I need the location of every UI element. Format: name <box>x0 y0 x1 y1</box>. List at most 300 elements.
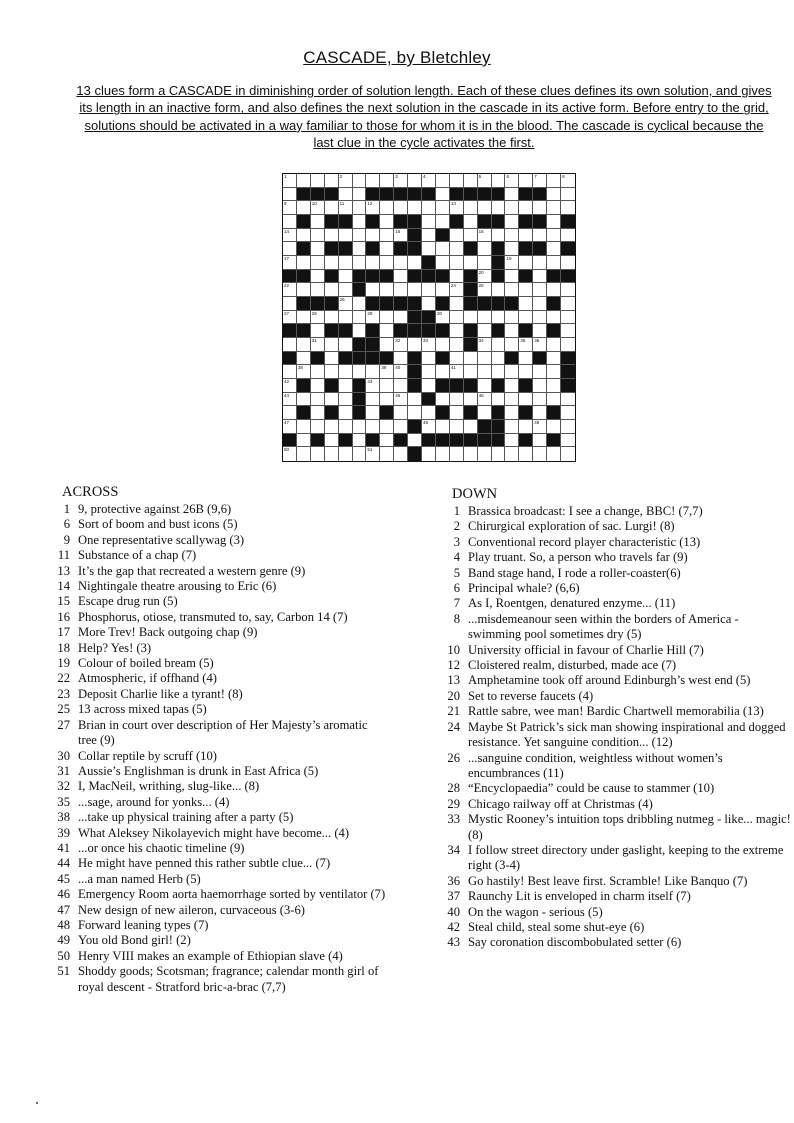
grid-cell[interactable] <box>408 393 422 407</box>
grid-cell[interactable] <box>366 201 380 215</box>
grid-cell[interactable] <box>297 174 311 188</box>
grid-cell[interactable] <box>547 352 561 366</box>
grid-cell[interactable] <box>533 229 547 243</box>
grid-cell[interactable] <box>339 406 353 420</box>
grid-cell[interactable] <box>464 393 478 407</box>
grid-cell[interactable] <box>464 365 478 379</box>
grid-cell[interactable] <box>561 324 575 338</box>
grid-cell[interactable] <box>353 297 367 311</box>
grid-cell[interactable] <box>478 242 492 256</box>
grid-cell[interactable] <box>464 229 478 243</box>
grid-cell[interactable] <box>436 188 450 202</box>
grid-cell[interactable] <box>325 420 339 434</box>
grid-cell[interactable] <box>492 338 506 352</box>
grid-cell[interactable] <box>380 420 394 434</box>
grid-cell[interactable] <box>450 297 464 311</box>
grid-cell[interactable] <box>339 270 353 284</box>
grid-cell[interactable] <box>283 283 297 297</box>
grid-cell[interactable] <box>533 256 547 270</box>
grid-cell[interactable] <box>422 406 436 420</box>
grid-cell[interactable] <box>561 297 575 311</box>
grid-cell[interactable] <box>353 434 367 448</box>
grid-cell[interactable] <box>464 201 478 215</box>
grid-cell[interactable] <box>547 447 561 461</box>
grid-cell[interactable] <box>450 352 464 366</box>
grid-cell[interactable] <box>478 311 492 325</box>
grid-cell[interactable] <box>436 215 450 229</box>
grid-cell[interactable] <box>547 311 561 325</box>
grid-cell[interactable] <box>366 365 380 379</box>
grid-cell[interactable] <box>408 434 422 448</box>
grid-cell[interactable] <box>478 393 492 407</box>
grid-cell[interactable] <box>353 447 367 461</box>
grid-cell[interactable] <box>366 229 380 243</box>
grid-cell[interactable] <box>297 256 311 270</box>
grid-cell[interactable] <box>519 283 533 297</box>
grid-cell[interactable] <box>380 242 394 256</box>
grid-cell[interactable] <box>436 283 450 297</box>
grid-cell[interactable] <box>339 201 353 215</box>
grid-cell[interactable] <box>366 311 380 325</box>
grid-cell[interactable] <box>366 393 380 407</box>
grid-cell[interactable] <box>353 420 367 434</box>
grid-cell[interactable] <box>380 365 394 379</box>
grid-cell[interactable] <box>325 434 339 448</box>
grid-cell[interactable] <box>533 270 547 284</box>
grid-cell[interactable] <box>380 229 394 243</box>
grid-cell[interactable] <box>450 270 464 284</box>
grid-cell[interactable] <box>547 201 561 215</box>
grid-cell[interactable] <box>380 434 394 448</box>
grid-cell[interactable] <box>547 242 561 256</box>
grid-cell[interactable] <box>339 393 353 407</box>
grid-cell[interactable] <box>297 201 311 215</box>
grid-cell[interactable] <box>519 352 533 366</box>
grid-cell[interactable] <box>394 229 408 243</box>
grid-cell[interactable] <box>325 256 339 270</box>
grid-cell[interactable] <box>380 201 394 215</box>
grid-cell[interactable] <box>561 201 575 215</box>
grid-cell[interactable] <box>311 406 325 420</box>
grid-cell[interactable] <box>547 379 561 393</box>
grid-cell[interactable] <box>478 365 492 379</box>
grid-cell[interactable] <box>450 406 464 420</box>
grid-cell[interactable] <box>505 434 519 448</box>
grid-cell[interactable] <box>366 420 380 434</box>
grid-cell[interactable] <box>478 283 492 297</box>
grid-cell[interactable] <box>283 365 297 379</box>
grid-cell[interactable] <box>450 256 464 270</box>
grid-cell[interactable] <box>519 365 533 379</box>
grid-cell[interactable] <box>380 283 394 297</box>
grid-cell[interactable] <box>325 447 339 461</box>
grid-cell[interactable] <box>297 338 311 352</box>
grid-cell[interactable] <box>394 352 408 366</box>
grid-cell[interactable] <box>408 338 422 352</box>
grid-cell[interactable] <box>380 393 394 407</box>
grid-cell[interactable] <box>436 242 450 256</box>
grid-cell[interactable] <box>283 379 297 393</box>
grid-cell[interactable] <box>478 338 492 352</box>
grid-cell[interactable] <box>283 311 297 325</box>
grid-cell[interactable] <box>283 338 297 352</box>
grid-cell[interactable] <box>297 447 311 461</box>
grid-cell[interactable] <box>353 174 367 188</box>
grid-cell[interactable] <box>450 393 464 407</box>
grid-cell[interactable] <box>561 256 575 270</box>
grid-cell[interactable] <box>547 229 561 243</box>
grid-cell[interactable] <box>547 256 561 270</box>
grid-cell[interactable] <box>519 256 533 270</box>
grid-cell[interactable] <box>478 406 492 420</box>
grid-cell[interactable] <box>547 365 561 379</box>
grid-cell[interactable] <box>366 283 380 297</box>
grid-cell[interactable] <box>450 420 464 434</box>
grid-cell[interactable] <box>436 311 450 325</box>
grid-cell[interactable] <box>436 174 450 188</box>
grid-cell[interactable] <box>478 324 492 338</box>
grid-cell[interactable] <box>408 174 422 188</box>
grid-cell[interactable] <box>561 447 575 461</box>
grid-cell[interactable] <box>297 311 311 325</box>
grid-cell[interactable] <box>561 188 575 202</box>
grid-cell[interactable] <box>353 201 367 215</box>
grid-cell[interactable] <box>505 201 519 215</box>
grid-cell[interactable] <box>353 365 367 379</box>
grid-cell[interactable] <box>366 174 380 188</box>
grid-cell[interactable] <box>492 447 506 461</box>
grid-cell[interactable] <box>533 393 547 407</box>
grid-cell[interactable] <box>297 420 311 434</box>
grid-cell[interactable] <box>478 229 492 243</box>
grid-cell[interactable] <box>422 201 436 215</box>
grid-cell[interactable] <box>311 311 325 325</box>
grid-cell[interactable] <box>283 256 297 270</box>
grid-cell[interactable] <box>297 352 311 366</box>
grid-cell[interactable] <box>297 434 311 448</box>
grid-cell[interactable] <box>394 447 408 461</box>
grid-cell[interactable] <box>464 447 478 461</box>
grid-cell[interactable] <box>533 420 547 434</box>
grid-cell[interactable] <box>353 324 367 338</box>
grid-cell[interactable] <box>505 174 519 188</box>
grid-cell[interactable] <box>283 174 297 188</box>
grid-cell[interactable] <box>311 283 325 297</box>
grid-cell[interactable] <box>547 215 561 229</box>
grid-cell[interactable] <box>519 201 533 215</box>
grid-cell[interactable] <box>533 201 547 215</box>
grid-cell[interactable] <box>311 420 325 434</box>
grid-cell[interactable] <box>519 174 533 188</box>
grid-cell[interactable] <box>339 379 353 393</box>
grid-cell[interactable] <box>311 215 325 229</box>
grid-cell[interactable] <box>505 242 519 256</box>
grid-cell[interactable] <box>561 283 575 297</box>
grid-cell[interactable] <box>505 215 519 229</box>
grid-cell[interactable] <box>311 338 325 352</box>
grid-cell[interactable] <box>505 393 519 407</box>
grid-cell[interactable] <box>492 229 506 243</box>
grid-cell[interactable] <box>533 283 547 297</box>
grid-cell[interactable] <box>394 338 408 352</box>
grid-cell[interactable] <box>422 379 436 393</box>
grid-cell[interactable] <box>492 283 506 297</box>
grid-cell[interactable] <box>492 365 506 379</box>
grid-cell[interactable] <box>380 447 394 461</box>
grid-cell[interactable] <box>450 229 464 243</box>
grid-cell[interactable] <box>408 201 422 215</box>
grid-cell[interactable] <box>394 256 408 270</box>
grid-cell[interactable] <box>533 174 547 188</box>
grid-cell[interactable] <box>353 242 367 256</box>
grid-cell[interactable] <box>561 229 575 243</box>
grid-cell[interactable] <box>283 420 297 434</box>
grid-cell[interactable] <box>353 188 367 202</box>
grid-cell[interactable] <box>450 311 464 325</box>
grid-cell[interactable] <box>422 242 436 256</box>
grid-cell[interactable] <box>519 311 533 325</box>
grid-cell[interactable] <box>339 229 353 243</box>
grid-cell[interactable] <box>505 188 519 202</box>
grid-cell[interactable] <box>422 352 436 366</box>
grid-cell[interactable] <box>297 229 311 243</box>
grid-cell[interactable] <box>519 420 533 434</box>
grid-cell[interactable] <box>408 256 422 270</box>
grid-cell[interactable] <box>533 406 547 420</box>
grid-cell[interactable] <box>505 324 519 338</box>
grid-cell[interactable] <box>547 188 561 202</box>
grid-cell[interactable] <box>450 447 464 461</box>
grid-cell[interactable] <box>533 365 547 379</box>
grid-cell[interactable] <box>394 393 408 407</box>
grid-cell[interactable] <box>505 406 519 420</box>
grid-cell[interactable] <box>283 406 297 420</box>
grid-cell[interactable] <box>380 324 394 338</box>
grid-cell[interactable] <box>547 393 561 407</box>
grid-cell[interactable] <box>492 393 506 407</box>
grid-cell[interactable] <box>283 188 297 202</box>
grid-cell[interactable] <box>339 365 353 379</box>
grid-cell[interactable] <box>380 174 394 188</box>
grid-cell[interactable] <box>450 201 464 215</box>
grid-cell[interactable] <box>505 256 519 270</box>
grid-cell[interactable] <box>353 311 367 325</box>
grid-cell[interactable] <box>325 201 339 215</box>
grid-cell[interactable] <box>311 229 325 243</box>
grid-cell[interactable] <box>283 393 297 407</box>
grid-cell[interactable] <box>561 338 575 352</box>
grid-cell[interactable] <box>547 420 561 434</box>
grid-cell[interactable] <box>561 406 575 420</box>
grid-cell[interactable] <box>325 283 339 297</box>
grid-cell[interactable] <box>436 447 450 461</box>
grid-cell[interactable] <box>478 379 492 393</box>
grid-cell[interactable] <box>339 447 353 461</box>
grid-cell[interactable] <box>311 201 325 215</box>
grid-cell[interactable] <box>311 242 325 256</box>
grid-cell[interactable] <box>505 447 519 461</box>
grid-cell[interactable] <box>450 283 464 297</box>
grid-cell[interactable] <box>380 338 394 352</box>
grid-cell[interactable] <box>519 297 533 311</box>
grid-cell[interactable] <box>547 174 561 188</box>
grid-cell[interactable] <box>492 201 506 215</box>
grid-cell[interactable] <box>366 406 380 420</box>
grid-cell[interactable] <box>478 256 492 270</box>
grid-cell[interactable] <box>533 447 547 461</box>
grid-cell[interactable] <box>422 447 436 461</box>
grid-cell[interactable] <box>436 201 450 215</box>
grid-cell[interactable] <box>422 283 436 297</box>
grid-cell[interactable] <box>297 393 311 407</box>
grid-cell[interactable] <box>533 338 547 352</box>
grid-cell[interactable] <box>422 215 436 229</box>
grid-cell[interactable] <box>394 406 408 420</box>
grid-cell[interactable] <box>353 215 367 229</box>
grid-cell[interactable] <box>533 434 547 448</box>
grid-cell[interactable] <box>366 379 380 393</box>
grid-cell[interactable] <box>283 242 297 256</box>
grid-cell[interactable] <box>394 283 408 297</box>
grid-cell[interactable] <box>353 256 367 270</box>
grid-cell[interactable] <box>283 297 297 311</box>
grid-cell[interactable] <box>533 297 547 311</box>
grid-cell[interactable] <box>519 229 533 243</box>
grid-cell[interactable] <box>547 338 561 352</box>
grid-cell[interactable] <box>561 393 575 407</box>
grid-cell[interactable] <box>519 338 533 352</box>
grid-cell[interactable] <box>561 311 575 325</box>
grid-cell[interactable] <box>380 379 394 393</box>
grid-cell[interactable] <box>492 352 506 366</box>
grid-cell[interactable] <box>339 174 353 188</box>
grid-cell[interactable] <box>311 365 325 379</box>
grid-cell[interactable] <box>311 270 325 284</box>
grid-cell[interactable] <box>450 324 464 338</box>
grid-cell[interactable] <box>311 447 325 461</box>
grid-cell[interactable] <box>394 174 408 188</box>
grid-cell[interactable] <box>311 379 325 393</box>
grid-cell[interactable] <box>436 338 450 352</box>
grid-cell[interactable] <box>325 365 339 379</box>
grid-cell[interactable] <box>464 311 478 325</box>
grid-cell[interactable] <box>464 174 478 188</box>
grid-cell[interactable] <box>561 174 575 188</box>
grid-cell[interactable] <box>311 393 325 407</box>
grid-cell[interactable] <box>436 256 450 270</box>
grid-cell[interactable] <box>366 256 380 270</box>
grid-cell[interactable] <box>297 283 311 297</box>
grid-cell[interactable] <box>339 188 353 202</box>
grid-cell[interactable] <box>353 229 367 243</box>
grid-cell[interactable] <box>283 229 297 243</box>
grid-cell[interactable] <box>478 201 492 215</box>
grid-cell[interactable] <box>408 283 422 297</box>
grid-cell[interactable] <box>561 420 575 434</box>
grid-cell[interactable] <box>436 393 450 407</box>
grid-cell[interactable] <box>339 338 353 352</box>
grid-cell[interactable] <box>478 174 492 188</box>
grid-cell[interactable] <box>380 215 394 229</box>
grid-cell[interactable] <box>297 365 311 379</box>
grid-cell[interactable] <box>325 393 339 407</box>
grid-cell[interactable] <box>339 283 353 297</box>
grid-cell[interactable] <box>478 352 492 366</box>
grid-cell[interactable] <box>380 256 394 270</box>
grid-cell[interactable] <box>505 283 519 297</box>
grid-cell[interactable] <box>505 229 519 243</box>
grid-cell[interactable] <box>325 338 339 352</box>
grid-cell[interactable] <box>394 311 408 325</box>
grid-cell[interactable] <box>450 338 464 352</box>
grid-cell[interactable] <box>325 352 339 366</box>
grid-cell[interactable] <box>436 420 450 434</box>
grid-cell[interactable] <box>533 311 547 325</box>
grid-cell[interactable] <box>519 393 533 407</box>
grid-cell[interactable] <box>492 311 506 325</box>
grid-cell[interactable] <box>478 447 492 461</box>
grid-cell[interactable] <box>283 215 297 229</box>
grid-cell[interactable] <box>450 242 464 256</box>
grid-cell[interactable] <box>505 365 519 379</box>
grid-cell[interactable] <box>339 311 353 325</box>
grid-cell[interactable] <box>450 365 464 379</box>
grid-cell[interactable] <box>561 434 575 448</box>
grid-cell[interactable] <box>311 324 325 338</box>
grid-cell[interactable] <box>505 379 519 393</box>
grid-cell[interactable] <box>394 379 408 393</box>
grid-cell[interactable] <box>394 365 408 379</box>
grid-cell[interactable] <box>505 311 519 325</box>
grid-cell[interactable] <box>394 420 408 434</box>
grid-cell[interactable] <box>505 270 519 284</box>
grid-cell[interactable] <box>464 256 478 270</box>
grid-cell[interactable] <box>283 201 297 215</box>
grid-cell[interactable] <box>339 420 353 434</box>
grid-cell[interactable] <box>464 352 478 366</box>
grid-cell[interactable] <box>422 174 436 188</box>
grid-cell[interactable] <box>450 174 464 188</box>
grid-cell[interactable] <box>492 174 506 188</box>
grid-cell[interactable] <box>436 365 450 379</box>
grid-cell[interactable] <box>283 447 297 461</box>
grid-cell[interactable] <box>325 174 339 188</box>
grid-cell[interactable] <box>519 447 533 461</box>
grid-cell[interactable] <box>422 297 436 311</box>
grid-cell[interactable] <box>325 229 339 243</box>
grid-cell[interactable] <box>478 270 492 284</box>
grid-cell[interactable] <box>422 338 436 352</box>
grid-cell[interactable] <box>422 420 436 434</box>
grid-cell[interactable] <box>464 420 478 434</box>
grid-cell[interactable] <box>547 283 561 297</box>
grid-cell[interactable] <box>464 215 478 229</box>
grid-cell[interactable] <box>533 324 547 338</box>
grid-cell[interactable] <box>325 311 339 325</box>
grid-cell[interactable] <box>311 256 325 270</box>
grid-cell[interactable] <box>394 270 408 284</box>
grid-cell[interactable] <box>422 365 436 379</box>
grid-cell[interactable] <box>339 256 353 270</box>
grid-cell[interactable] <box>505 338 519 352</box>
grid-cell[interactable] <box>505 420 519 434</box>
grid-cell[interactable] <box>533 379 547 393</box>
grid-cell[interactable] <box>422 229 436 243</box>
grid-cell[interactable] <box>408 406 422 420</box>
grid-cell[interactable] <box>394 201 408 215</box>
grid-cell[interactable] <box>366 447 380 461</box>
grid-cell[interactable] <box>380 311 394 325</box>
